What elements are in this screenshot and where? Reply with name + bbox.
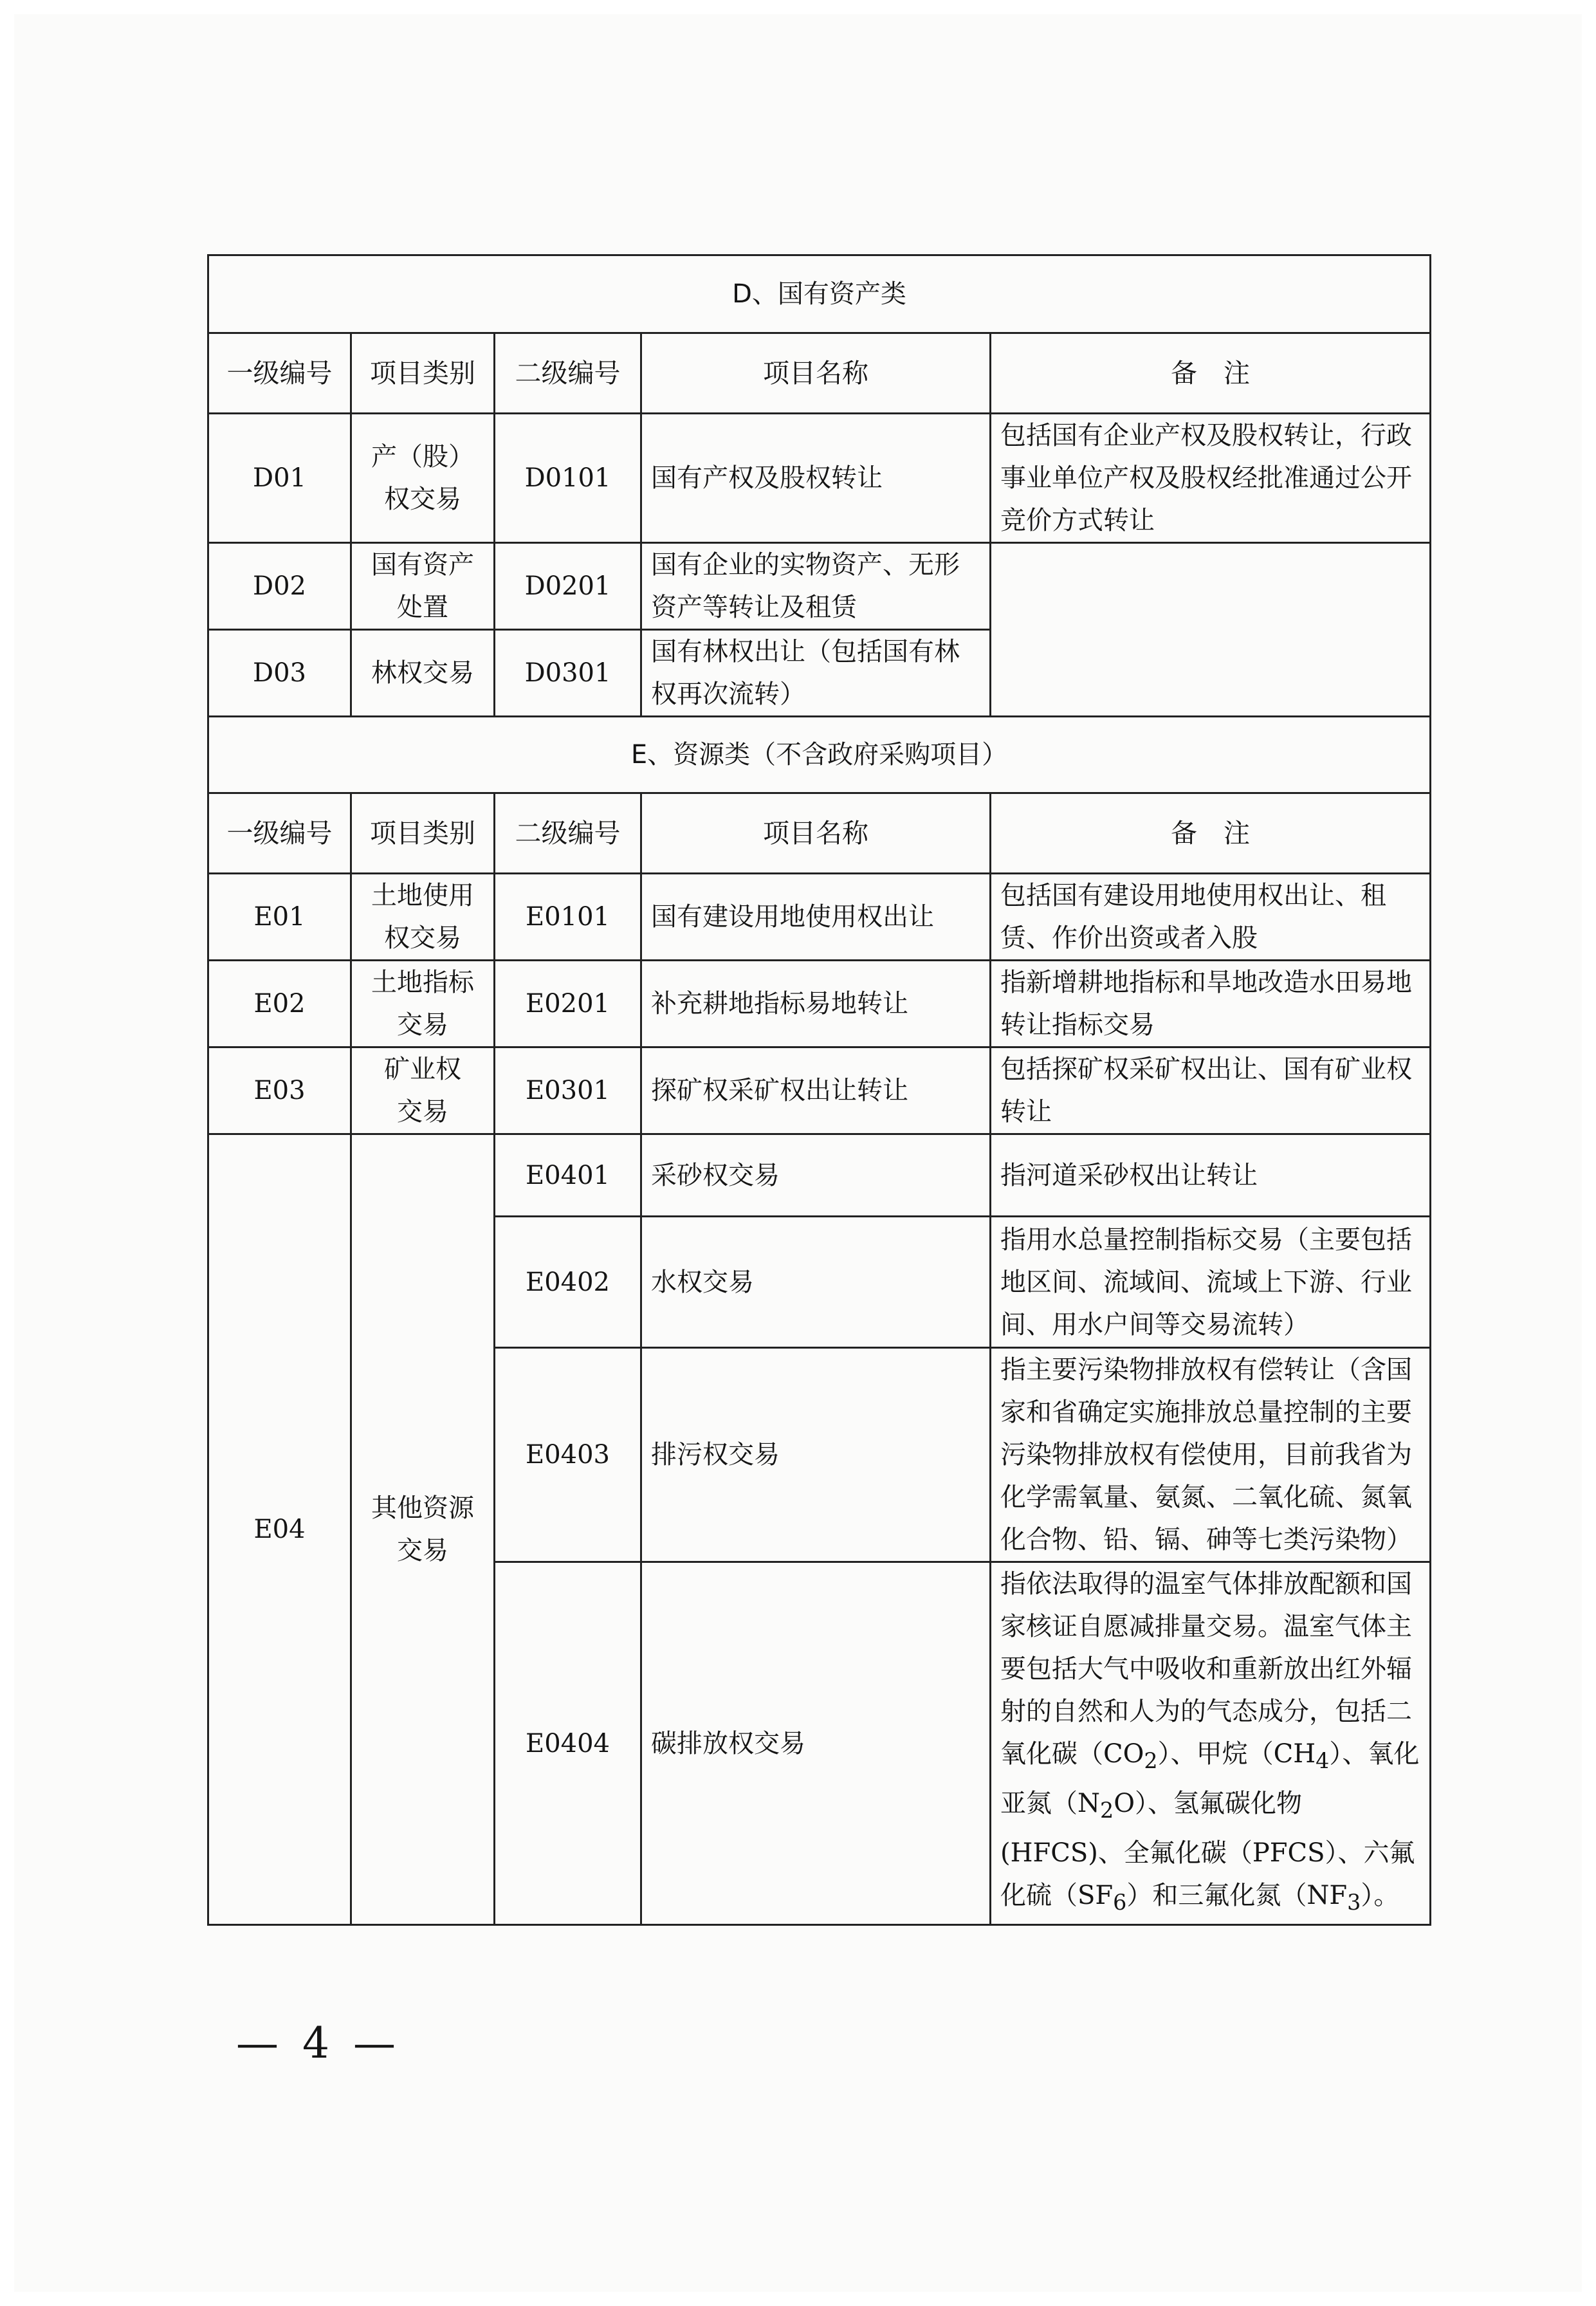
subscript: 4 [1316,1748,1330,1773]
code2-cell: E0101 [495,874,641,961]
code2-cell: E0401 [495,1134,641,1217]
name-cell: 国有林权出让（包括国有林权再次流转） [641,630,991,717]
page-number: — 4 — [236,2018,401,2068]
header-note: 备 注 [991,793,1431,874]
header-code1: 一级编号 [208,333,351,414]
subscript: 6 [1113,1890,1127,1915]
name-cell: 采砂权交易 [641,1134,991,1217]
subscript: 3 [1347,1890,1361,1915]
carbon-note-text: 指依法取得的温室气体排放配额和国家核证自愿减排量交易。温室气体主要包括大气中吸收和重新放出红外辐射的自然和人为的气态成分，包括二氧化碳（CO [1000,1569,1412,1769]
code2-cell: E0201 [495,961,641,1047]
code1-cell: E02 [208,961,351,1047]
code1-cell: E04 [208,1134,351,1925]
category-cell: 其他资源交易 [351,1134,495,1925]
section-e-title: E、资源类（不含政府采购项目） [208,717,1431,793]
name-cell: 国有企业的实物资产、无形资产等转让及租赁 [641,543,991,630]
code2-cell: D0101 [495,414,641,543]
header-name: 项目名称 [641,793,991,874]
table-row [208,874,1431,961]
category-cell: 产（股）权交易 [351,414,495,543]
section-d-title-row [208,255,1431,333]
category-cell: 土地使用权交易 [351,874,495,961]
code2-cell: D0301 [495,630,641,717]
note-cell: 指河道采砂权出让转让 [991,1134,1431,1217]
table-row [208,414,1431,543]
header-code1: 一级编号 [208,793,351,874]
code2-cell: E0404 [495,1562,641,1925]
header-code2: 二级编号 [495,793,641,874]
category-cell: 林权交易 [351,630,495,717]
carbon-note-text: ）和三氟化氮（NF [1126,1881,1348,1910]
section-e-header-row [208,793,1431,874]
subscript: 2 [1100,1798,1114,1823]
code2-cell: E0402 [495,1217,641,1348]
carbon-note-text: ）、氧化亚氮（N [1000,1739,1420,1818]
subscript: 2 [1144,1748,1158,1773]
name-cell: 补充耕地指标易地转让 [641,961,991,1047]
header-category: 项目类别 [351,333,495,414]
name-cell: 水权交易 [641,1217,991,1348]
code1-cell: E01 [208,874,351,961]
code1-cell: E03 [208,1047,351,1134]
header-note: 备 注 [991,333,1431,414]
category-cell: 土地指标交易 [351,961,495,1047]
note-cell: 包括探矿权采矿权出让、国有矿业权转让 [991,1047,1431,1134]
header-category: 项目类别 [351,793,495,874]
table-row [208,961,1431,1047]
carbon-note-text: ）、甲烷（CH [1157,1739,1316,1769]
name-cell: 国有产权及股权转让 [641,414,991,543]
document-page [14,14,1582,2292]
code2-cell: E0301 [495,1047,641,1134]
header-code2: 二级编号 [495,333,641,414]
note-cell: 指用水总量控制指标交易（主要包括地区间、流域间、流域上下游、行业间、用水户间等交易流转） [991,1217,1431,1348]
name-cell: 排污权交易 [641,1348,991,1562]
carbon-note-cell [991,1562,1431,1925]
code2-cell: E0403 [495,1348,641,1562]
carbon-note-text: ）。 [1361,1881,1400,1910]
name-cell: 碳排放权交易 [641,1562,991,1925]
code1-cell: D03 [208,630,351,717]
carbon-note-text: O）、氢氟碳化物(HFCS)、全氟化碳（PFCS）、六氟化硫（SF [1000,1789,1415,1910]
note-cell: 包括国有企业产权及股权转让，行政事业单位产权及股权经批准通过公开竞价方式转让 [991,414,1431,543]
name-cell: 国有建设用地使用权出让 [641,874,991,961]
note-cell: 指主要污染物排放权有偿转让（含国家和省确定实施排放总量控制的主要污染物排放权有偿使用，目前我省为化学需氧量、氨氮、二氧化硫、氮氧化合物、铅、镉、砷等七类污染物） [991,1348,1431,1562]
section-d-header-row [208,333,1431,414]
section-e-title-row [208,717,1431,793]
name-cell: 探矿权采矿权出让转让 [641,1047,991,1134]
category-cell: 矿业权交易 [351,1047,495,1134]
category-cell: 国有资产处置 [351,543,495,630]
note-cell: 包括国有建设用地使用权出让、租赁、作价出资或者入股 [991,874,1431,961]
header-name: 项目名称 [641,333,991,414]
code1-cell: D02 [208,543,351,630]
code2-cell: D0201 [495,543,641,630]
note-cell [991,543,1431,717]
project-catalog-table [207,254,1431,1926]
code1-cell: D01 [208,414,351,543]
note-cell: 指新增耕地指标和旱地改造水田易地转让指标交易 [991,961,1431,1047]
section-d-title: D、国有资产类 [208,255,1431,333]
table-row [208,1047,1431,1134]
table-row [208,1134,1431,1217]
table-row [208,543,1431,630]
